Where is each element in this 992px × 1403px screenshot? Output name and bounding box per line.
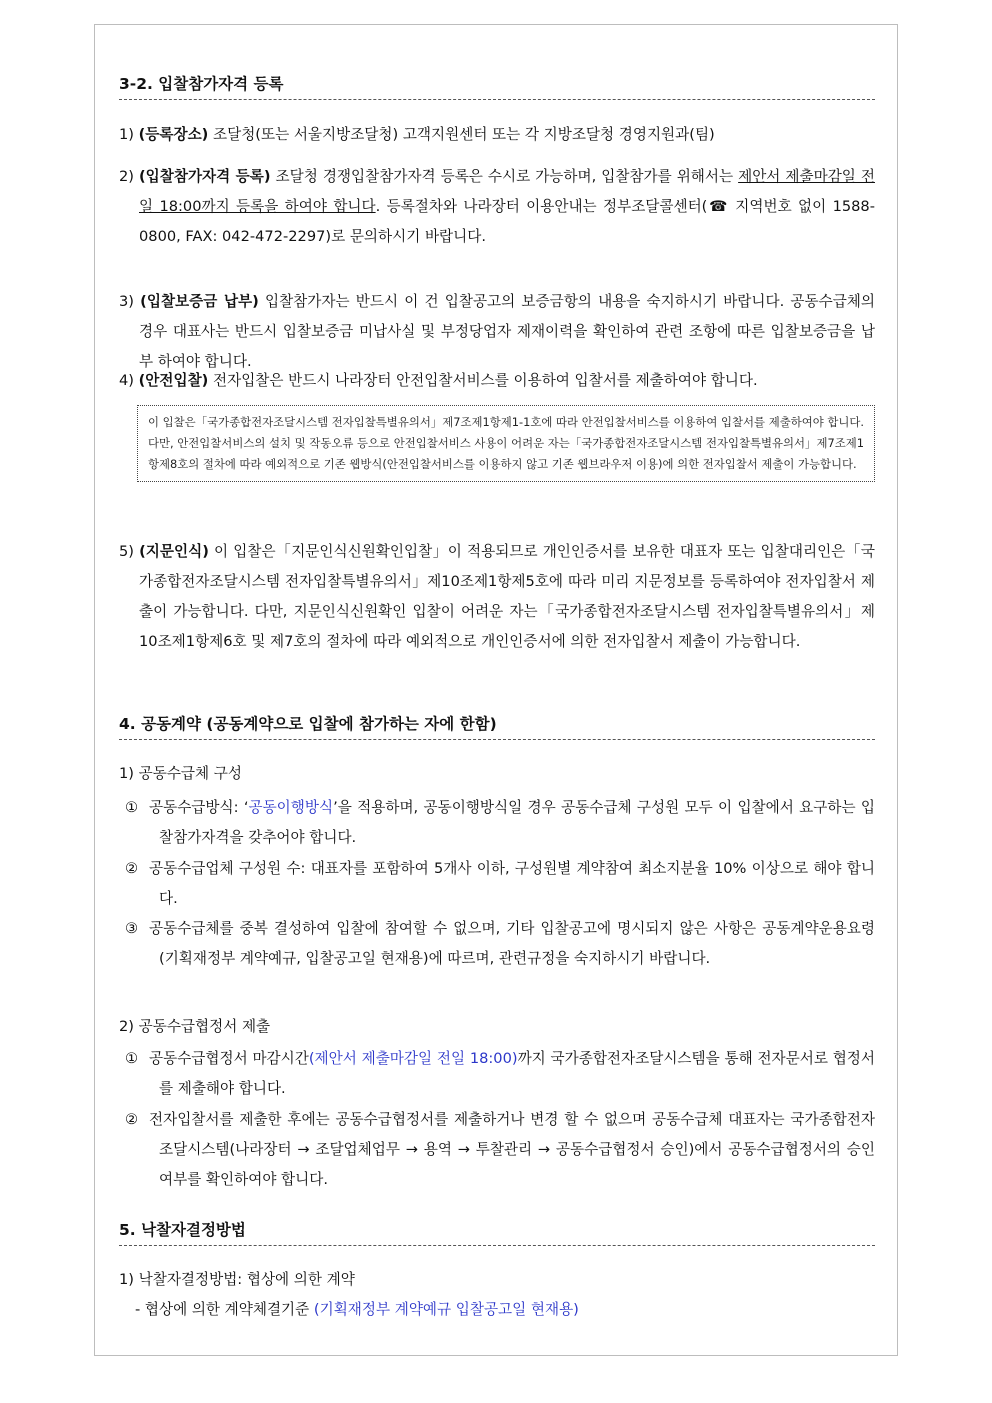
deadline-underline: 제안서 제출마감일 전일 18:00까지 등록을 하여야 합니다 (139, 168, 875, 215)
section-4 (119, 713, 875, 740)
subitem-consortium-composition: 1) 공동수급체 구성 (119, 765, 242, 782)
point-text: 공동수급업체 구성원 수: 대표자를 포함하여 5개사 이하, 구성원별 계약참여 최소지분율 10% 이상으로 해야 합니다. (149, 860, 875, 907)
subitem-agreement-submission: 2) 공동수급협정서 제출 (119, 1018, 271, 1035)
section-title: 3-2. 입찰참가자격 등록 (119, 73, 875, 100)
item-qualification-registration (119, 162, 875, 252)
item-text: 조달청 경쟁입찰참가자격 등록은 수시로 가능하며, 입찰참가를 위해서는 (270, 168, 739, 185)
item-label: (입찰보증금 납부) (140, 293, 259, 310)
section-3-2 (119, 73, 875, 100)
point-text-continued: ’을 적용하며, 공동이행방식일 경우 공동수급체 구성원 모두 이 입찰에서 요구하는 입찰참가자격을 갖추어야 합니다. (159, 799, 875, 846)
point-text: 공동수급방식: ‘ (149, 799, 249, 816)
point-text: 공동수급협정서 마감시간 (149, 1050, 309, 1067)
item-text: 입찰참가자는 반드시 이 건 입찰공고의 보증금항의 내용을 숙지하시기 바랍니다. 공동수급체의 경우 대표사는 반드시 입찰보증금 미납사실 및 부정당업자 제재이력을 확인하여 관련 조항에 따른 입찰보증금을 납부 하여야 합니다. (139, 293, 876, 370)
item-registration-place (119, 120, 875, 150)
item-number: 5) (119, 543, 134, 560)
highlight-blue: (기획재정부 계약예규 입찰공고일 현재용) (313, 1301, 579, 1318)
item-safe-bidding (119, 366, 875, 396)
point-text: - 협상에 의한 계약체결기준 (135, 1301, 314, 1318)
item-fingerprint (119, 537, 875, 657)
point-contract-criteria (135, 1295, 875, 1325)
item-number: 3) (119, 293, 134, 310)
circled-number: ③ (125, 920, 139, 937)
circled-number: ② (125, 1111, 139, 1128)
item-label: (안전입찰) (138, 372, 209, 389)
point-text: 공동수급체를 중복 결성하여 입찰에 참여할 수 없으며, 기타 입찰공고에 명시되지 않은 사항은 공동계약운용요령(기획재정부 계약예규, 입찰공고일 현재용)에 따르며, 관련규정을 숙지하시기 바랍니다. (149, 920, 875, 967)
notice-text: 이 입찰은「국가종합전자조달시스템 전자입찰특별유의서」제7조제1항제1-1호에 따라 안전입찰서비스를 이용하여 입찰서를 제출하여야 합니다. 다만, 안전입찰서비스의 설치 및 작동오류 등으로 안전입찰서비스 사용이 어려운 자는「국가종합전자조달시스템 전자입찰특별유의서」제7조제1항제8호의 절차에 따라 예외적으로 기존 웹방식(안전입찰서비스를 이용하지 않고 기존 웹브라우저 이용)에 의한 전자입찰서 제출이 가능합니다. (148, 415, 864, 471)
item-text: 조달청(또는 서울지방조달청) 고객지원센터 또는 각 지방조달청 경영지원과(팀) (208, 126, 715, 143)
section-title: 5. 낙찰자결정방법 (119, 1219, 875, 1246)
circled-number: ① (125, 1050, 139, 1067)
subitem-award-method: 1) 낙찰자결정방법: 협상에 의한 계약 (119, 1271, 355, 1288)
section-title: 4. 공동계약 (공동계약으로 입찰에 참가하는 자에 한함) (119, 713, 875, 740)
highlight-blue: (제안서 제출마감일 전일 18:00) (308, 1050, 518, 1067)
document-page (94, 24, 898, 1356)
point-text-continued: 까지 국가종합전자조달시스템을 통해 전자문서로 협정서를 제출해야 합니다. (159, 1050, 875, 1097)
item-bid-deposit (119, 287, 875, 377)
point-2-member-count (125, 854, 875, 914)
point-1-agreement-deadline (125, 1044, 875, 1104)
item-label: (지문인식) (139, 543, 209, 560)
point-text: 전자입찰서를 제출한 후에는 공동수급협정서를 제출하거나 변경 할 수 없으며 공동수급체 대표자는 국가종합전자조달시스템(나라장터 → 조달업체업무 → 용역 → 투찰관리 → 공동수급협정서 승인)에서 공동수급협정서의 승인여부를 확인하여야 합니다. (149, 1111, 875, 1188)
point-2-agreement-approval (125, 1105, 875, 1195)
item-number: 1) (119, 126, 134, 143)
circled-number: ① (125, 799, 139, 816)
highlight-blue: 공동이행방식 (248, 799, 334, 816)
item-label: (등록장소) (138, 126, 209, 143)
point-3-duplicate (125, 914, 875, 974)
item-number: 2) (119, 168, 134, 185)
section-5 (119, 1219, 875, 1246)
safe-bidding-notice-box (137, 405, 875, 482)
item-label: (입찰참가자격 등록) (138, 168, 271, 185)
item-text: 이 입찰은「지문인식신원확인입찰」이 적용되므로 개인인증서를 보유한 대표자 또는 입찰대리인은「국가종합전자조달시스템 전자입찰특별유의서」제10조제1항제5호에 따라 미리 지문정보를 등록하여야 전자입찰서 제출이 가능합니다. 다만, 지문인식신원확인 입찰이 어려운 자는「국가종합전자조달시스템 전자입찰특별유의서」제10조제1항제6호 및 제7호의 절차에 따라 예외적으로 개인인증서에 의한 전자입찰서 제출이 가능합니다. (139, 543, 875, 650)
item-number: 4) (119, 372, 134, 389)
item-text: 전자입찰은 반드시 나라장터 안전입찰서비스를 이용하여 입찰서를 제출하여야 합니다. (208, 372, 758, 389)
item-text-continued: . 등록절차와 나라장터 이용안내는 정부조달콜센터(☎ 지역번호 없이 1588-0800, FAX: 042-472-2297)로 문의하시기 바랍니다. (139, 198, 875, 245)
circled-number: ② (125, 860, 139, 877)
point-1-joint-method (125, 793, 875, 853)
